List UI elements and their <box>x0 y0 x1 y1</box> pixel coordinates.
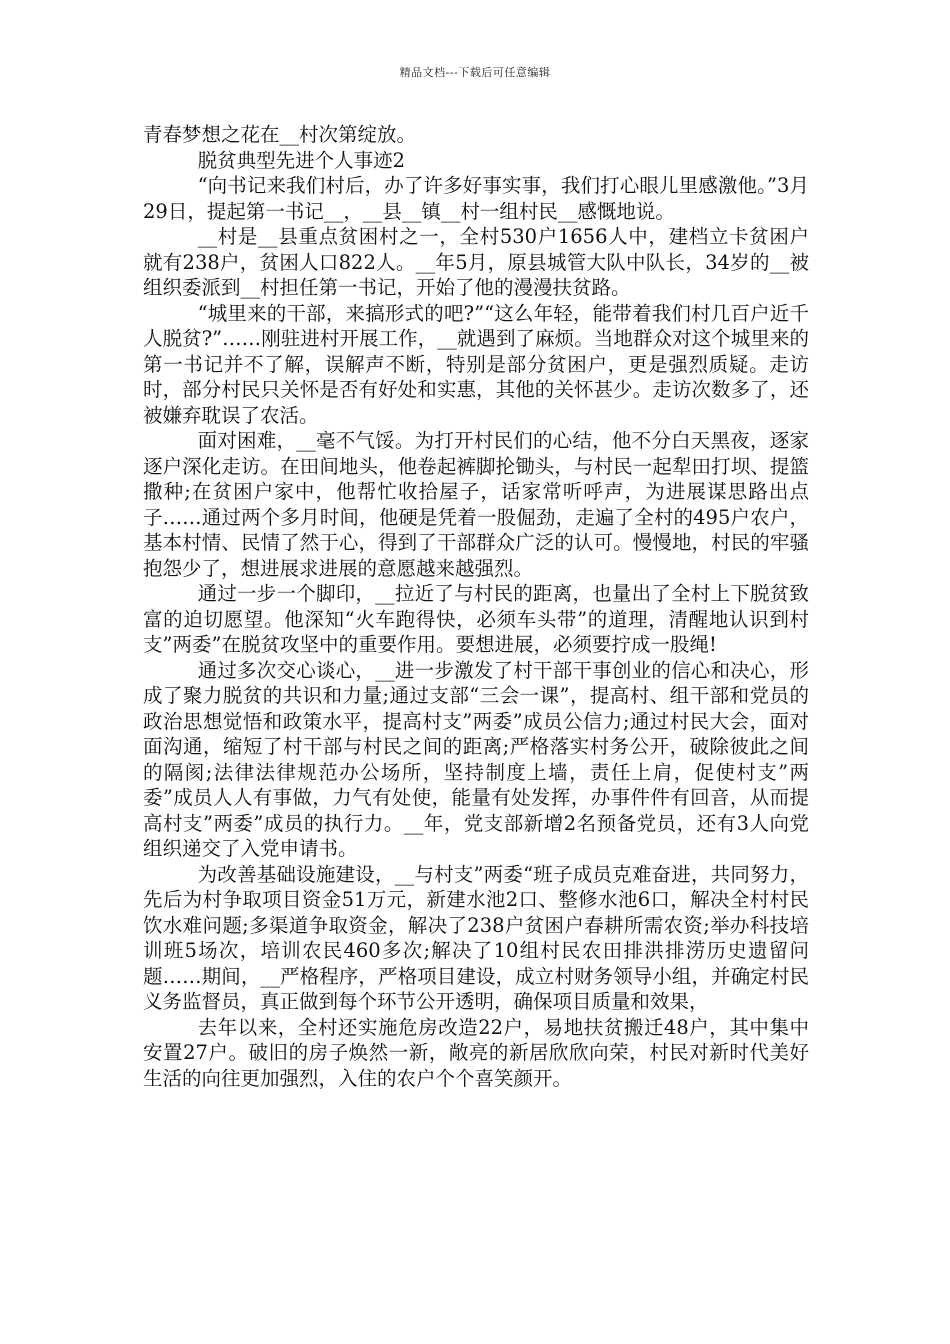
document-body <box>143 122 809 1091</box>
paragraph: 青春梦想之花在__村次第绽放。 <box>143 123 417 146</box>
section-title: 脱贫典型先进个人事迹2 <box>197 148 406 172</box>
paragraph: 通过多次交心谈心，__进一步激发了村干部干事创业的信心和决心，形成了聚力脱贫的共识和力量;通过支部“三会一课”，提高村、组干部和党员的政治思想觉悟和政策水平，提高村支”两委”成员公信力;通过村民大会，面对面沟通，缩短了村干部与村民之间的距离;严格落实村务公开，破除彼此之间的隔阂;法律法律规范办公场所，坚持制度上墙，责任上肩，促使村支”两委”成员人人有事做，力气有处使，能量有处发挥，办事件件有回音，从而提高村支”两委”成员的执行力。__年，党支部新增2名预备党员，还有3人向党组织递交了入党申请书。 <box>143 658 809 860</box>
paragraph: __村是__县重点贫困村之一，全村530户1656人中，建档立卡贫困户就有238户，贫困人口822人。__年5月，原县城管大队中队长，34岁的__被组织委派到__村担任第一书记，开始了他的漫漫扶贫路。 <box>143 225 809 299</box>
page-header: 精品文档---下载后可任意编辑 <box>399 66 551 79</box>
paragraph: “城里来的干部，来搞形式的吧?”“这么年轻，能带着我们村几百户近千人脱贫?”……刚驻进村开展工作，__就遇到了麻烦。当地群众对这个城里来的第一书记并不了解，误解声不断，特别是部分贫困户，更是强烈质疑。走访时，部分村民只关怀是否有好处和实惠，其他的关怀甚少。走访次数多了，还被嫌弃耽误了农活。 <box>143 301 809 427</box>
paragraph: “向书记来我们村后，办了许多好事实事，我们打心眼儿里感激他。”3月29日，提起第一书记__，__县__镇__村一组村民__感慨地说。 <box>143 174 809 223</box>
paragraph: 为改善基础设施建设，__与村支”两委“班子成员克难奋进，共同努力，先后为村争取项目资金51万元，新建水池2口、整修水池6口，解决全村村民饮水难问题;多渠道争取资金，解决了238户贫困户春耕所需农资;举办科技培训班5场次，培训农民460多次;解决了10组村民农田排洪排涝历史遗留问题……期间，__严格程序，严格项目建设，成立村财务领导小组，并确定村民义务监督员，真正做到每个环节公开透明，确保项目质量和效果， <box>143 862 809 1013</box>
paragraph: 面对困难，__毫不气馁。为打开村民们的心结，他不分白天黑夜，逐家逐户深化走访。在田间地头，他卷起裤脚抡锄头，与村民一起犁田打坝、提篮撒种;在贫困户家中，他帮忙收拾屋子，话家常听呼声，为进展谋思路出点子……通过两个多月时间，他硬是凭着一股倔劲，走遍了全村的495户农户，基本村情、民情了然于心，得到了干部群众广泛的认可。慢慢地，村民的牢骚抱怨少了，想进展求进展的意愿越来越强烈。 <box>143 429 809 580</box>
paragraph: 通过一步一个脚印，__拉近了与村民的距离，也量出了全村上下脱贫致富的迫切愿望。他深知“火车跑得快，必须车头带”的道理，清醒地认识到村支”两委”在脱贫攻坚中的重要作用。要想进展，必须要拧成一股绳! <box>143 582 809 656</box>
paragraph: 去年以来，全村还实施危房改造22户，易地扶贫搬迁48户，其中集中安置27户。破旧的房子焕然一新，敞亮的新居欣欣向荣，村民对新时代美好生活的向往更加强烈，入住的农户个个喜笑颜开。 <box>143 1015 809 1090</box>
